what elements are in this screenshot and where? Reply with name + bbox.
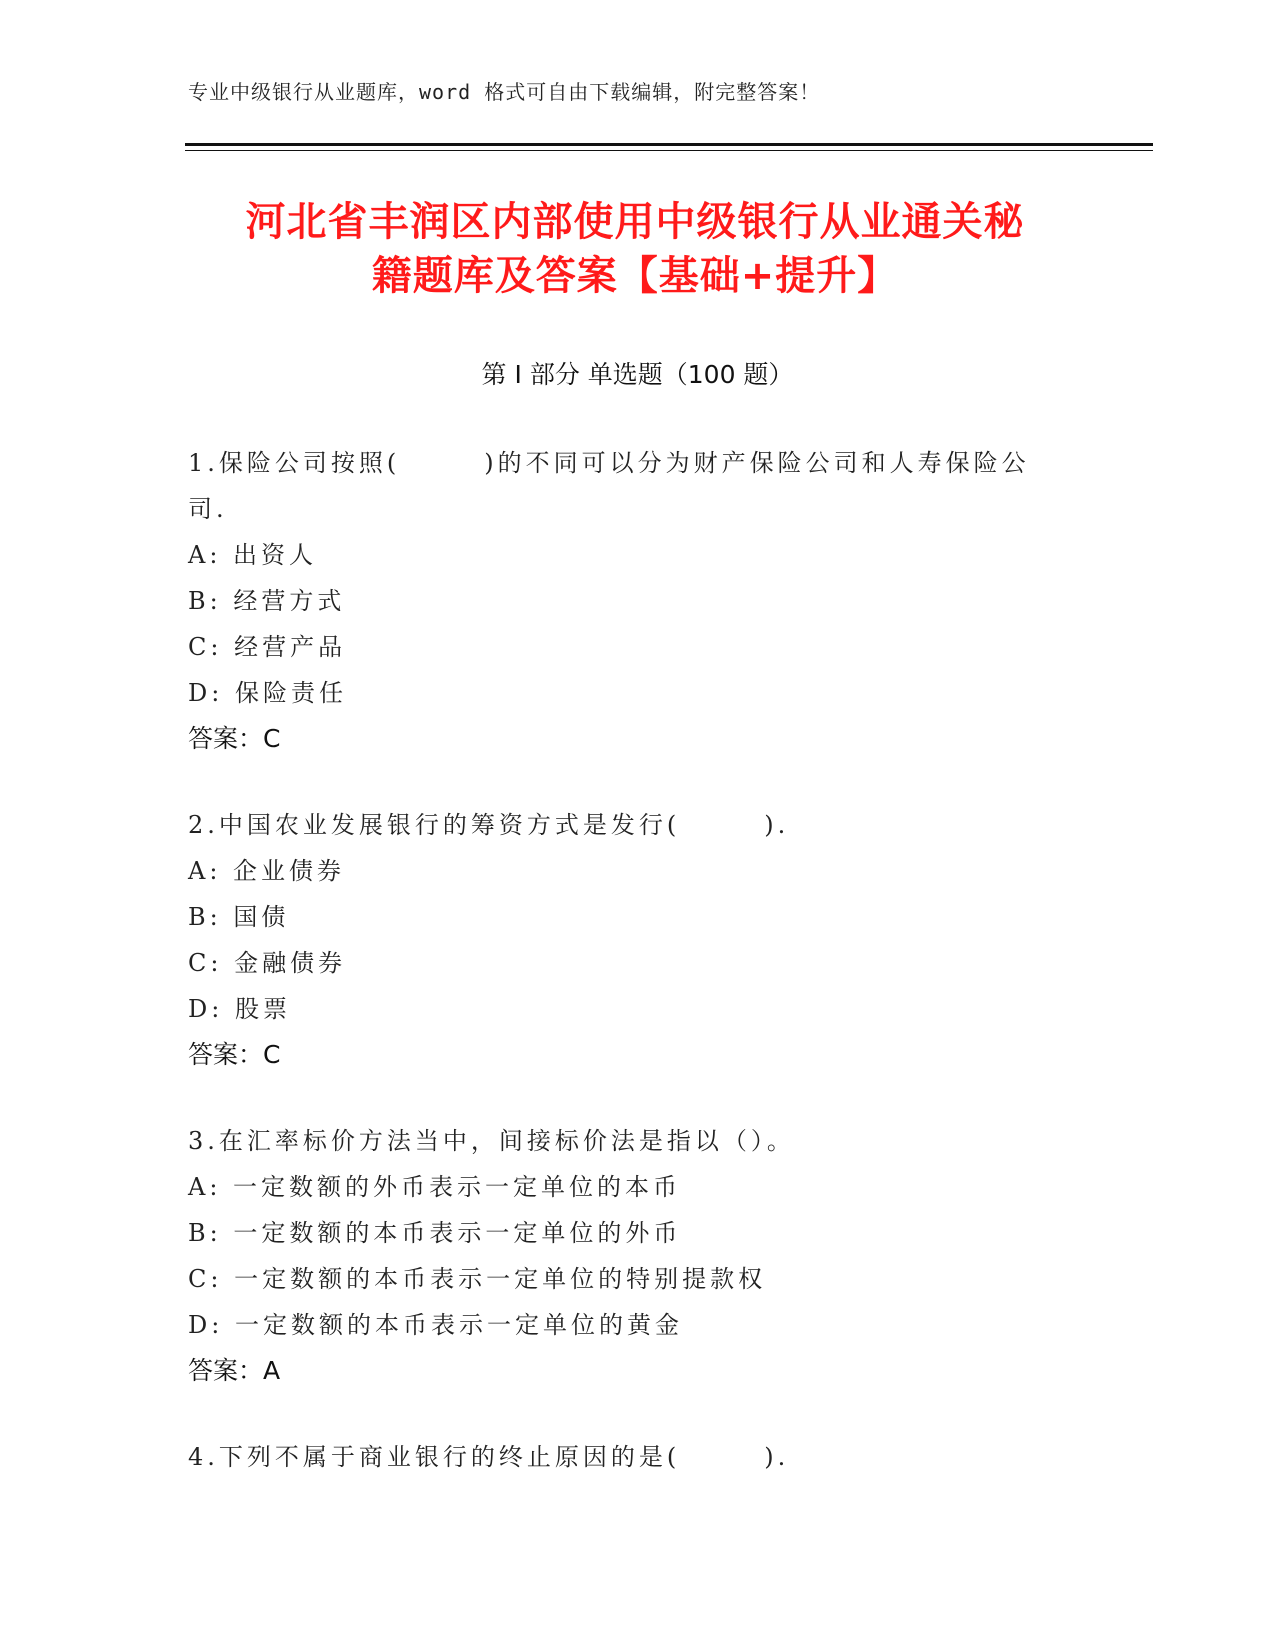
question-4 xyxy=(188,1434,1068,1480)
option-c: C: 金融债券 xyxy=(188,949,347,977)
option-a: A: 企业债券 xyxy=(188,857,346,885)
option-d: D: 股票 xyxy=(188,995,291,1023)
option-b: B: 国债 xyxy=(188,903,290,931)
question-3 xyxy=(188,1118,1068,1394)
question-1 xyxy=(188,440,1068,762)
header-note: 专业中级银行从业题库，word 格式可自由下载编辑，附完整答案！ xyxy=(188,80,821,104)
section-title: 第 I 部分 单选题（100 题） xyxy=(481,360,794,389)
question-text: 2.中国农业发展银行的筹资方式是发行( ). xyxy=(188,811,790,839)
question-2 xyxy=(188,802,1068,1078)
answer: 答案：A xyxy=(188,1356,281,1385)
option-c: C: 一定数额的本币表示一定单位的特别提款权 xyxy=(188,1265,767,1293)
option-a: A: 出资人 xyxy=(188,541,318,569)
option-b: B: 一定数额的本币表示一定单位的外币 xyxy=(188,1219,682,1247)
title-line-2: 籍题库及答案【基础+提升】 xyxy=(371,253,899,299)
answer: 答案：C xyxy=(188,1040,281,1069)
document-title xyxy=(185,195,1085,303)
question-text: 1.保险公司按照( )的不同可以分为财产保险公司和人寿保险公司. xyxy=(188,449,1030,523)
option-b: B: 经营方式 xyxy=(188,587,346,615)
option-a: A: 一定数额的外币表示一定单位的本币 xyxy=(188,1173,682,1201)
question-text: 3.在汇率标价方法当中，间接标价法是指以（）。 xyxy=(188,1127,795,1155)
option-d: D: 一定数额的本币表示一定单位的黄金 xyxy=(188,1311,683,1339)
option-d: D: 保险责任 xyxy=(188,679,347,707)
option-c: C: 经营产品 xyxy=(188,633,347,661)
title-line-1: 河北省丰润区内部使用中级银行从业通关秘 xyxy=(245,199,1025,245)
question-list xyxy=(188,440,1068,1520)
answer: 答案：C xyxy=(188,724,281,753)
question-text: 4.下列不属于商业银行的终止原因的是( ). xyxy=(188,1443,790,1471)
header-rule-thin xyxy=(185,150,1153,151)
header-rule-thick xyxy=(185,143,1153,146)
